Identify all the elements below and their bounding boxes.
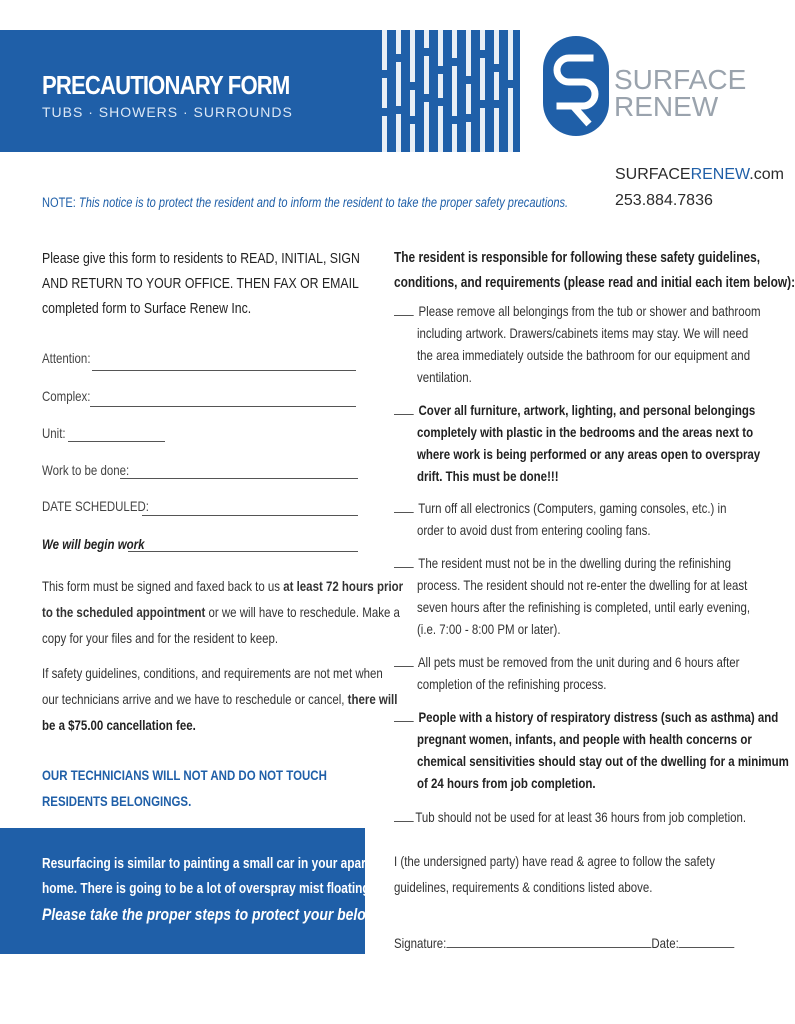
- date-scheduled-field[interactable]: [142, 515, 358, 516]
- item-line: All pets must be removed from the unit during and 6 hours after: [417, 654, 740, 670]
- para-text: If safety guidelines, conditions, and requirements are not met when: [42, 665, 383, 681]
- logo-wordmark-renew: RENEW: [614, 91, 719, 122]
- begin-work-label: We will begin work: [42, 536, 145, 552]
- item-line: People with a history of respiratory distress (such as asthma) and: [418, 709, 779, 725]
- guideline-item: [394, 497, 726, 541]
- unit-label: Unit:: [42, 425, 66, 441]
- signature-field[interactable]: [446, 947, 651, 948]
- cancellation-paragraph: [42, 660, 397, 738]
- phone-number: 253.884.7836: [615, 192, 713, 209]
- unit-field[interactable]: [68, 441, 165, 442]
- item-line: of 24 hours from job completion.: [416, 775, 596, 791]
- item-line: the area immediately outside the bathroom for our equipment and: [416, 347, 751, 363]
- para-text: This form must be signed and faxed back to us: [42, 578, 284, 594]
- intro-line: Please give this form to residents to READ, INITIAL, SIGN: [42, 250, 360, 267]
- technicians-warning: [42, 762, 327, 814]
- signature-row: [394, 935, 735, 951]
- initial-blank[interactable]: [394, 315, 414, 316]
- item-line: where work is being performed or any areas open to overspray: [416, 446, 761, 462]
- guideline-item: [394, 651, 740, 695]
- date-label: Date:: [651, 935, 679, 951]
- guideline-item: [394, 399, 760, 487]
- ack-line: guidelines, requirements & conditions listed above.: [394, 879, 653, 895]
- guideline-item: [394, 300, 761, 388]
- item-line: Turn off all electronics (Computers, gaming consoles, etc.) in: [418, 500, 727, 516]
- item-line: Please remove all belongings from the tub or shower and bathroom: [418, 303, 761, 319]
- website-suffix: .com: [749, 166, 784, 183]
- item-line: (i.e. 7:00 - 8:00 PM or later).: [416, 621, 561, 637]
- work-label: Work to be done:: [42, 462, 130, 478]
- attention-label: Attention:: [42, 350, 91, 366]
- para-text: copy for your files and for the resident to keep.: [42, 630, 279, 646]
- callout-line: Resurfacing is similar to painting a small car in your apartment: [42, 856, 399, 872]
- begin-work-field[interactable]: [128, 551, 358, 552]
- signing-deadline-paragraph: [42, 573, 403, 651]
- intro-line: AND RETURN TO YOUR OFFICE. THEN FAX OR EMAIL: [42, 275, 359, 292]
- note-label: NOTE:: [42, 195, 76, 210]
- item-line: The resident must not be in the dwelling during the refinishing: [418, 555, 732, 571]
- date-scheduled-label: DATE SCHEDULED:: [42, 498, 149, 514]
- logo-wordmark-surface: SURFACE: [614, 64, 747, 95]
- item-line: order to avoid dust from entering cooling fans.: [416, 522, 651, 538]
- form-subtitle: TUBS · SHOWERS · SURROUNDS: [42, 104, 293, 120]
- initial-blank[interactable]: [394, 512, 414, 513]
- item-line: pregnant women, infants, and people with health concerns or: [416, 731, 752, 747]
- intro-line: completed form to Surface Renew Inc.: [42, 300, 252, 317]
- item-line: including artwork. Drawers/cabinets items may stay. We will need: [416, 325, 749, 341]
- item-line: ventilation.: [416, 369, 472, 385]
- initial-blank[interactable]: [394, 666, 414, 667]
- initial-blank[interactable]: [394, 567, 414, 568]
- para-bold: there will: [347, 691, 398, 707]
- date-field[interactable]: [679, 947, 735, 948]
- ack-line: I (the undersigned party) have read & agree to follow the safety: [394, 853, 715, 869]
- website-highlight: RENEW: [690, 166, 750, 183]
- initial-blank[interactable]: [394, 821, 414, 822]
- item-line: chemical sensitivities should stay out of the dwelling for a minimum: [416, 753, 789, 769]
- work-field[interactable]: [120, 478, 358, 479]
- para-text: our technicians arrive and we have to reschedule or cancel,: [42, 691, 348, 707]
- notice-line: [42, 195, 568, 210]
- item-line: process. The resident should not re-enter the dwelling for at least: [416, 577, 748, 593]
- header-stripe-pattern: [380, 30, 520, 152]
- initial-blank[interactable]: [394, 414, 414, 415]
- callout-line: home. There is going to be a lot of overspray mist floating around.: [42, 881, 417, 897]
- heading-line: The resident is responsible for following these safety guidelines,: [394, 250, 761, 266]
- callout-emphasis: Please take the proper steps to protect your belongings.: [42, 905, 416, 924]
- item-line: completion of the refinishing process.: [416, 676, 607, 692]
- signature-label: Signature:: [394, 935, 447, 951]
- warning-line: RESIDENTS BELONGINGS.: [42, 793, 192, 809]
- overspray-callout-text: [42, 852, 417, 902]
- attention-field[interactable]: [92, 370, 356, 371]
- para-text: or we will have to reschedule. Make a: [205, 604, 400, 620]
- item-line: completely with plastic in the bedrooms and the areas next to: [416, 424, 754, 440]
- para-bold: be a $75.00 cancellation fee.: [42, 717, 196, 733]
- form-title: PRECAUTIONARY FORM: [42, 70, 290, 100]
- complex-field[interactable]: [90, 406, 356, 407]
- item-line: Tub should not be used for at least 36 hours from job completion.: [415, 809, 747, 825]
- surface-renew-logo-icon: [543, 36, 609, 136]
- responsibility-heading: [394, 246, 795, 296]
- complex-label: Complex:: [42, 388, 91, 404]
- instructions: [42, 246, 360, 321]
- item-line: seven hours after the refinishing is completed, until early evening,: [416, 599, 751, 615]
- note-text: This notice is to protect the resident and to inform the resident to take the proper safety precautions.: [78, 195, 569, 210]
- guideline-item: [394, 706, 789, 794]
- warning-line: OUR TECHNICIANS WILL NOT AND DO NOT TOUCH: [42, 767, 327, 783]
- initial-blank[interactable]: [394, 721, 414, 722]
- para-bold: at least 72 hours prior: [283, 578, 404, 594]
- item-line: Cover all furniture, artwork, lighting, and personal belongings: [418, 402, 756, 418]
- website-prefix: SURFACE: [615, 166, 691, 183]
- guideline-item: [394, 806, 746, 828]
- acknowledgement: [394, 848, 715, 900]
- para-bold: to the scheduled appointment: [42, 604, 206, 620]
- guideline-item: [394, 552, 750, 640]
- heading-line: conditions, and requirements (please read and initial each item below):: [394, 275, 795, 291]
- item-line: drift. This must be done!!!: [416, 468, 559, 484]
- website[interactable]: [615, 166, 784, 184]
